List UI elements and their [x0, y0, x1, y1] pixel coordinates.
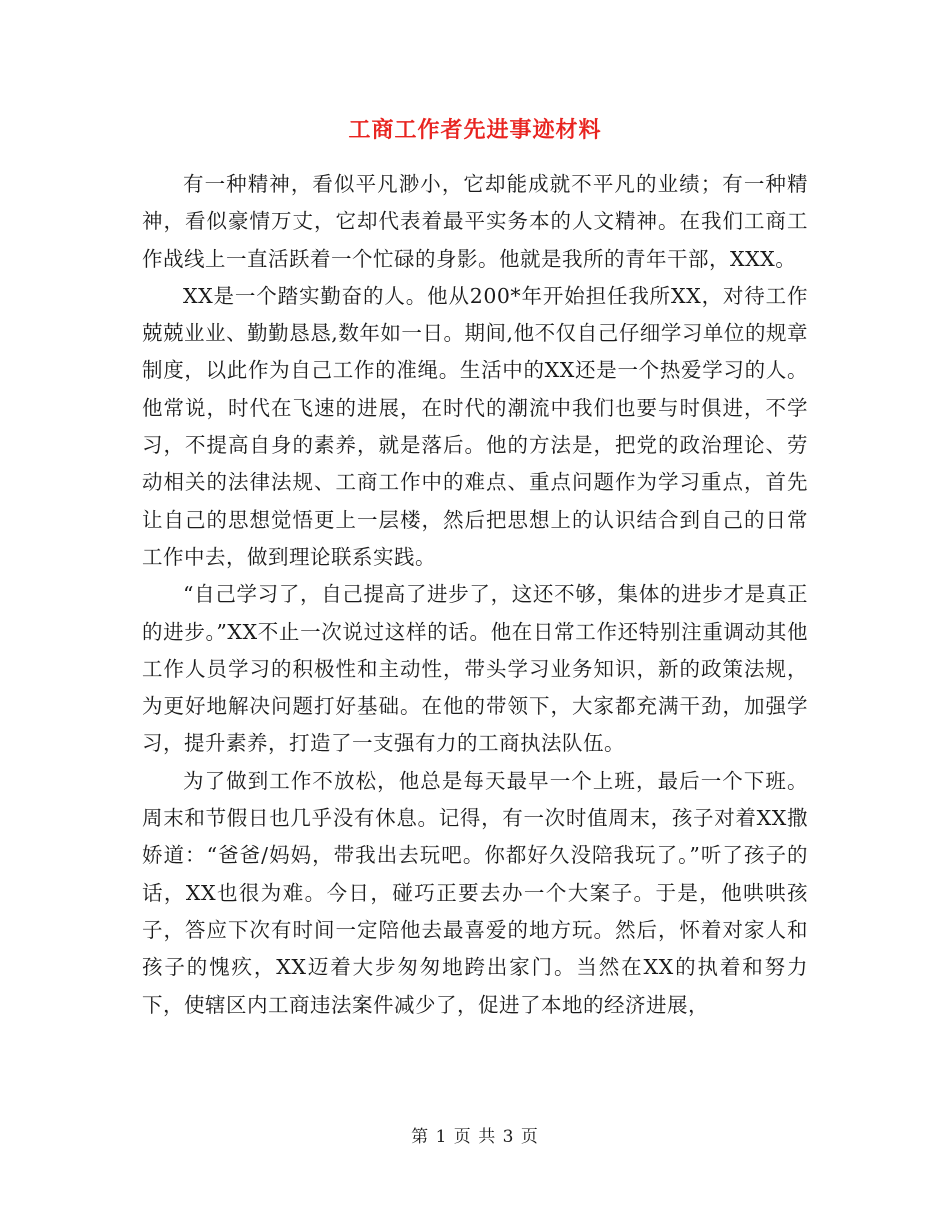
- document-body: [142, 166, 808, 1024]
- document-title: 工商工作者先进事迹材料: [348, 117, 602, 143]
- paragraph-2: XX是一个踏实勤奋的人。他从200*年开始担任我所XX，对待工作兢兢业业、勤勤恳恳,数年如一日。期间,他不仅自己仔细学习单位的规章制度，以此作为自己工作的准绳。生活中的XX还是一个热爱学习的人。他常说，时代在飞速的进展，在时代的潮流中我们也要与时俱进，不学习，不提高自身的素养，就是落后。他的方法是，把党的政治理论、劳动相关的法律法规、工商工作中的难点、重点问题作为学习重点，首先让自己的思想觉悟更上一层楼，然后把思想上的认识结合到自己的日常工作中去，做到理论联系实践。: [142, 283, 808, 569]
- paragraph-3: “自己学习了，自己提高了进步了，这还不够，集体的进步才是真正的进步。”XX不止一次说过这样的话。他在日常工作还特别注重调动其他工作人员学习的积极性和主动性，带头学习业务知识，新的政策法规，为更好地解决问题打好基础。在他的带领下，大家都充满干劲，加强学习，提升素养，打造了一支强有力的工商执法队伍。: [142, 582, 808, 756]
- paragraph-4: 为了做到工作不放松，他总是每天最早一个上班，最后一个下班。周末和节假日也几乎没有休息。记得，有一次时值周末，孩子对着XX撒娇道：“爸爸/妈妈，带我出去玩吧。你都好久没陪我玩了。”听了孩子的话，XX也很为难。今日，碰巧正要去办一个大案子。于是，他哄哄孩子，答应下次有时间一定陪他去最喜爱的地方玩。然后，怀着对家人和孩子的愧疚，XX迈着大步匆匆地跨出家门。当然在XX的执着和努力下，使辖区内工商违法案件减少了，促进了本地的经济进展，: [142, 768, 808, 1017]
- page-number-footer: 第 1 页 共 3 页: [411, 1127, 539, 1147]
- paragraph-1: 有一种精神，看似平凡渺小，它却能成就不平凡的业绩；有一种精神，看似豪情万丈，它却代表着最平实务本的人文精神。在我们工商工作战线上一直活跃着一个忙碌的身影。他就是我所的青年干部，XXX。: [142, 172, 808, 271]
